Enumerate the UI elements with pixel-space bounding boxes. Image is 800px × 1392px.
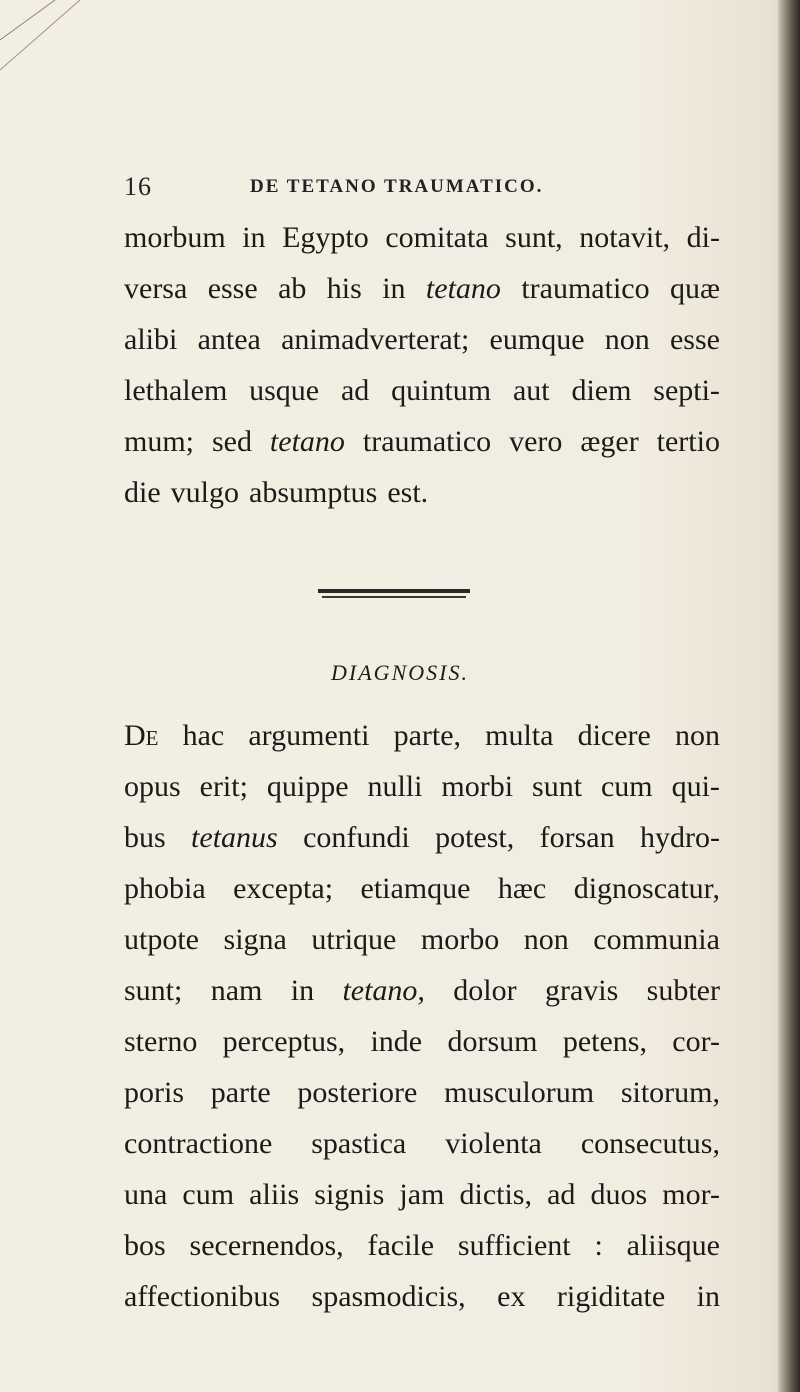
text-line: sterno perceptus, inde dorsum petens, cor- bbox=[124, 1025, 720, 1058]
text-line: bos secernendos, facile sufficient : aliisque bbox=[124, 1229, 720, 1262]
page-header bbox=[124, 172, 714, 212]
text-line: una cum aliis signis jam dictis, ad duos mor- bbox=[124, 1178, 720, 1211]
text-line: opus erit; quippe nulli morbi sunt cum qui- bbox=[124, 770, 720, 803]
section-title: DIAGNOSIS. bbox=[331, 660, 469, 685]
text-line: bus tetanus confundi potest, forsan hydro- bbox=[124, 821, 720, 854]
running-head: DE TETANO TRAUMATICO. bbox=[250, 176, 544, 197]
text-line: affectionibus spasmodicis, ex rigiditate in bbox=[124, 1280, 720, 1313]
text-line: poris parte posteriore musculorum sitorum, bbox=[124, 1076, 720, 1109]
text-line: morbum in Egypto comitata sunt, notavit, di- bbox=[124, 221, 720, 254]
page-number: 16 bbox=[124, 172, 152, 201]
section-divider-rule bbox=[318, 589, 470, 599]
paragraph-2 bbox=[124, 710, 720, 1322]
text-line: mum; sed tetano traumatico vero æger tertio bbox=[124, 425, 720, 458]
text-line: sunt; nam in tetano, dolor gravis subter bbox=[124, 974, 720, 1007]
text-line: versa esse ab his in tetano traumatico quæ bbox=[124, 272, 720, 305]
paragraph-1 bbox=[124, 212, 720, 518]
text-line: De hac argumenti parte, multa dicere non bbox=[124, 719, 720, 752]
text-line: alibi antea animadverterat; eumque non esse bbox=[124, 323, 720, 356]
book-spine-shadow bbox=[778, 0, 800, 1392]
corner-fold-mark bbox=[0, 0, 90, 70]
text-line: phobia excepta; etiamque hæc dignoscatur, bbox=[124, 872, 720, 905]
text-line: lethalem usque ad quintum aut diem septi- bbox=[124, 374, 720, 407]
text-line: die vulgo absumptus est. bbox=[124, 476, 429, 509]
text-line: utpote signa utrique morbo non communia bbox=[124, 923, 720, 956]
text-line: contractione spastica violenta consecutus, bbox=[124, 1127, 720, 1160]
